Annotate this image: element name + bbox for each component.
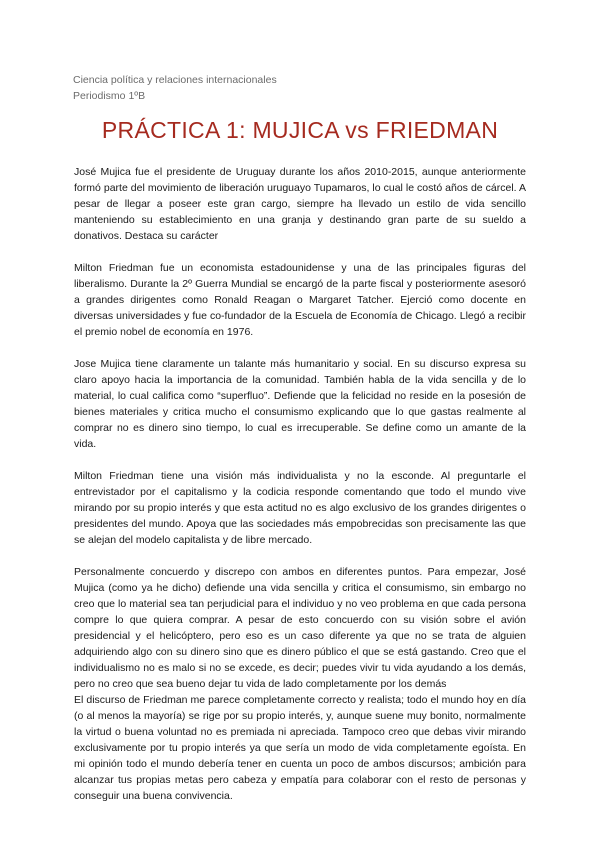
paragraph-friedman-view: Milton Friedman tiene una visión más individualista y no la esconde. Al preguntarle el entrevistador por el capitalismo y la codicia responde comentando que todo el mundo vive mirando por su propio interés y que esta actitud no es algo exclusivo de los grandes dirigentes o presidentes del mundo. Apoya que las sociedades más empobrecidas son precisamente las que se alejan del modelo capitalista y de libre mercado.	[74, 470, 526, 546]
paragraph-mujica-bio: José Mujica fue el presidente de Uruguay durante los años 2010-2015, aunque anteriormente formó parte del movimiento de liberación uruguayo Tupamaros, lo cual le costó años de cárcel. A pesar de llegar a poseer este gran cargo, siempre ha llevado un estilo de vida sencillo manteniendo su establecimiento en una granja y destinando gran parte de su sueldo a donativos. Destaca su carácter	[74, 166, 526, 242]
paragraph-friedman-bio: Milton Friedman fue un economista estadounidense y una de las principales figuras del liberalismo. Durante la 2º Guerra Mundial se encargó de la parte fiscal y posteriormente asesoró a grandes dirigentes como Ronald Reagan o Margaret Tatcher. Ejerció como docente en diversas universidades y fue co-fundador de la Escuela de Economía de Chicago. Llegó a recibir el premio nobel de economía en 1976.	[74, 262, 526, 338]
paragraph-friedman-opinion: El discurso de Friedman me parece completamente correcto y realista; todo el mundo hoy en día (o al menos la mayoría) se rige por su propio interés, y, aunque suene muy bonito, normalmente la virtud o buena voluntad no es premiada ni apreciada. Tampoco creo que debas vivir mirando exclusivamente por tu propio interés ya que sería un modo de vida completamente egoísta. En mi opinión todo el mundo debería tener en cuenta un poco de ambos discursos; ambición para alcanzar tus propias metas pero cabeza y empatía para colaborar con el resto de personas y conseguir una buena convivencia.	[74, 694, 526, 802]
document-body	[74, 164, 526, 804]
paragraph-personal-opinion: Personalmente concuerdo y discrepo con ambos en diferentes puntos. Para empezar, José Mujica (como ya he dicho) defiende una vida sencilla y critica el consumismo, sin embargo no creo que lo material sea tan perjudicial para el individuo y no veo problema en que cada persona compre lo que quiera comprar. A pesar de esto concuerdo con su visión sobre el avión presidencial y el helicóptero, pero eso es un caso diferente ya que no se trata de alguien adquiriendo algo con su dinero sino que es dinero público el que se está gastando. Creo que el individualismo no es malo si no se excede, es decir; puedes vivir tu vida ayudando a los demás, pero no creo que sea bueno dejar tu vida de lado completamente por los demás	[74, 566, 526, 690]
document-title: PRÁCTICA 1: MUJICA vs FRIEDMAN	[101, 117, 499, 143]
paragraph-mujica-view: Jose Mujica tiene claramente un talante más humanitario y social. En su discurso expresa su claro apoyo hacia la importancia de la comunidad. También habla de la vida sencilla y de lo material, lo cual califica como “superfluo”. Defiende que la felicidad no reside en la posesión de bienes materiales y critica mucho el consumismo explicando que lo que gastas realmente al comprar no es dinero sino tiempo, lo cual es irrecuperable. Se define como un amante de la vida.	[74, 358, 526, 450]
document-header	[73, 72, 277, 104]
course-line: Periodismo 1ºB	[73, 90, 146, 102]
subject-line: Ciencia política y relaciones internacionales	[73, 74, 277, 86]
